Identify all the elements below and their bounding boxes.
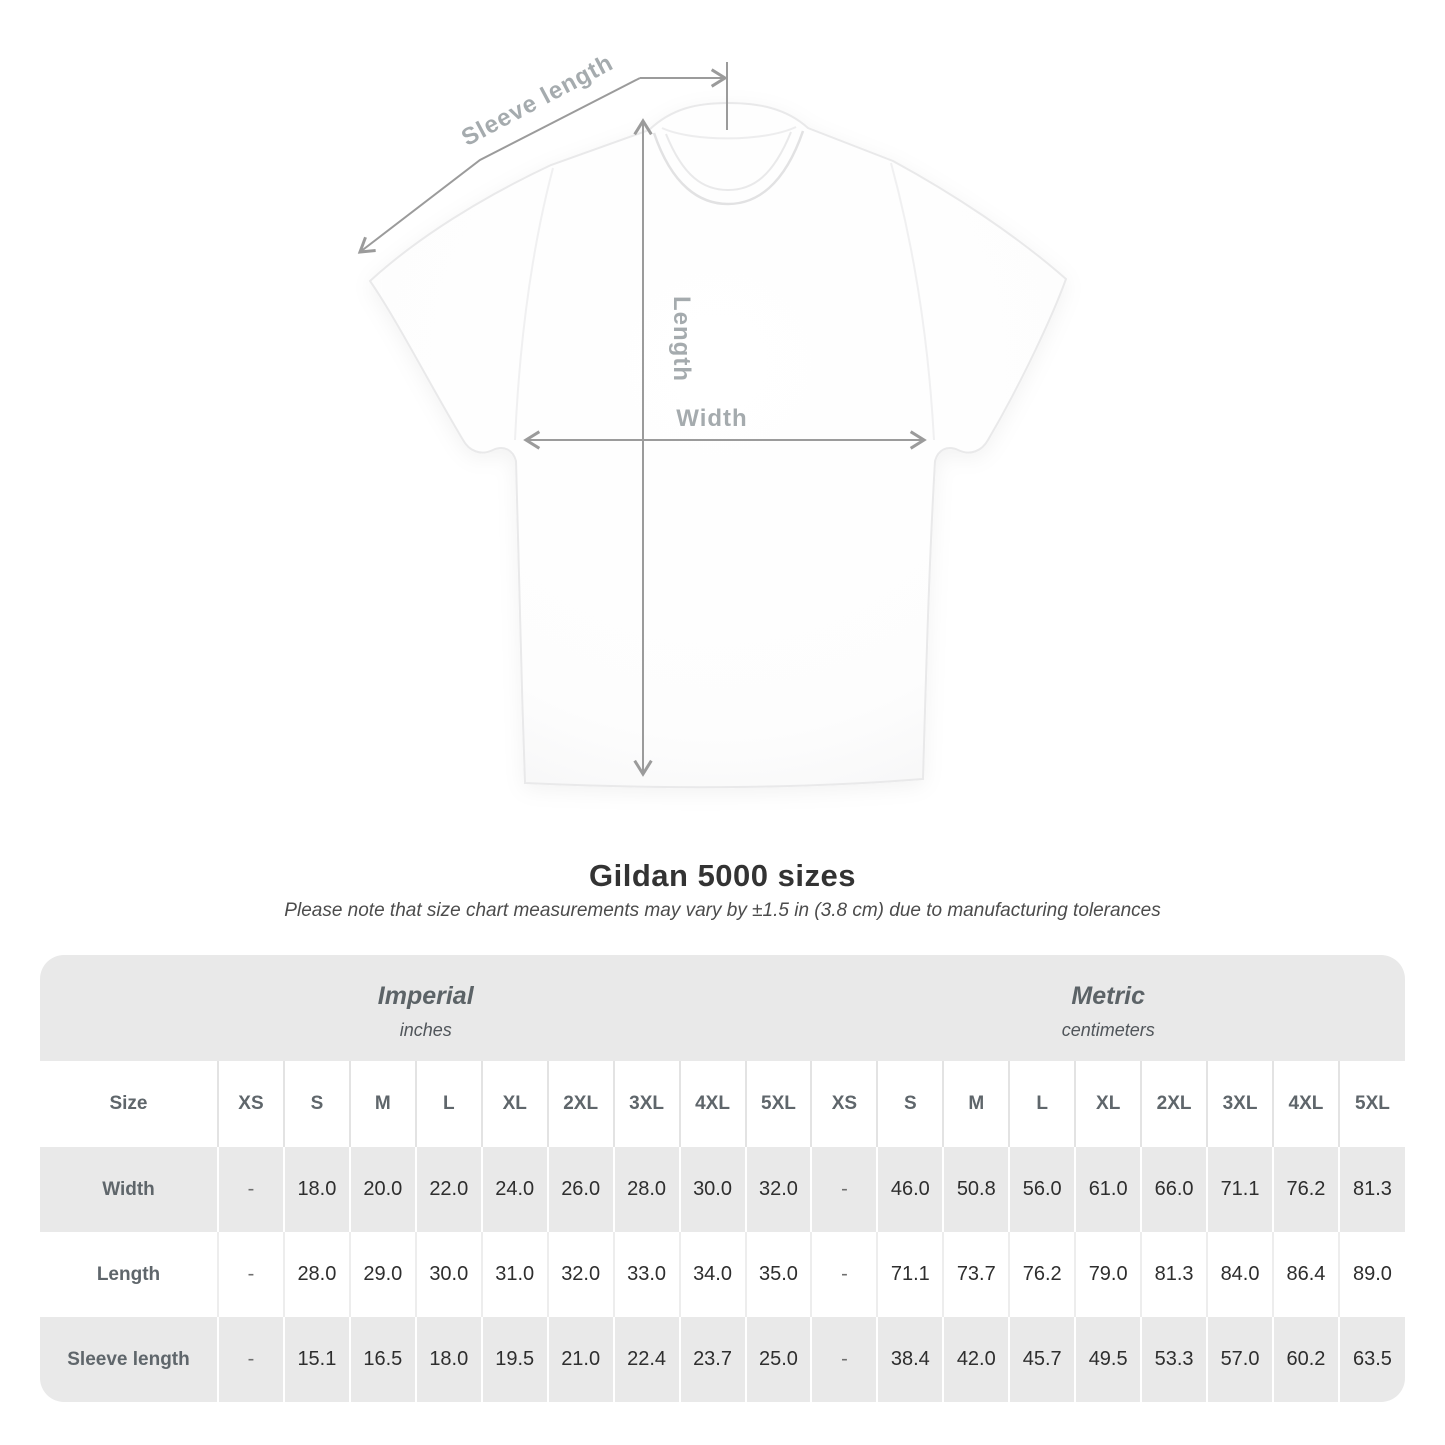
metric-title: Metric (1071, 981, 1146, 1010)
size-value-cell: 22.0 (416, 1147, 482, 1232)
size-value-cell: 71.1 (1207, 1147, 1273, 1232)
size-value-cell: 66.0 (1141, 1147, 1207, 1232)
size-value-cell: 25.0 (746, 1317, 812, 1402)
size-column-header: L (416, 1061, 482, 1147)
size-column-header: XS (218, 1061, 284, 1147)
size-header-row (40, 1061, 1405, 1147)
size-value-cell: 81.3 (1141, 1232, 1207, 1317)
size-column-header: M (350, 1061, 416, 1147)
size-value-cell: 16.5 (350, 1317, 416, 1402)
size-value-cell: 30.0 (680, 1147, 746, 1232)
size-value-cell: 79.0 (1075, 1232, 1141, 1317)
measurement-row (40, 1232, 1405, 1317)
imperial-unit: inches (399, 1019, 452, 1040)
size-value-cell: 42.0 (943, 1317, 1009, 1402)
size-value-cell: 29.0 (350, 1232, 416, 1317)
size-column-header: 3XL (1207, 1061, 1273, 1147)
size-column-header: S (877, 1061, 943, 1147)
size-column-header: XS (811, 1061, 877, 1147)
size-value-cell: 26.0 (548, 1147, 614, 1232)
size-column-header: 2XL (1141, 1061, 1207, 1147)
row-label: Width (40, 1147, 218, 1232)
size-value-cell: 50.8 (943, 1147, 1009, 1232)
size-value-cell: 81.3 (1339, 1147, 1405, 1232)
size-value-cell: 32.0 (548, 1232, 614, 1317)
length-label: Length (668, 296, 695, 382)
row-label: Sleeve length (40, 1317, 218, 1402)
size-value-cell: 63.5 (1339, 1317, 1405, 1402)
imperial-header (40, 955, 811, 1061)
size-column-header: 3XL (614, 1061, 680, 1147)
size-column-header: Size (40, 1061, 218, 1147)
size-value-cell: 28.0 (614, 1147, 680, 1232)
size-column-header: 4XL (680, 1061, 746, 1147)
size-table (40, 955, 1405, 1402)
size-value-cell: 60.2 (1273, 1317, 1339, 1402)
size-column-header: M (943, 1061, 1009, 1147)
tshirt-outline (370, 103, 1066, 787)
size-value-cell: 86.4 (1273, 1232, 1339, 1317)
size-value-cell: - (811, 1232, 877, 1317)
size-value-cell: 84.0 (1207, 1232, 1273, 1317)
size-value-cell: 18.0 (284, 1147, 350, 1232)
size-value-cell: - (218, 1147, 284, 1232)
size-value-cell: 53.3 (1141, 1317, 1207, 1402)
size-column-header: S (284, 1061, 350, 1147)
size-value-cell: - (811, 1317, 877, 1402)
size-value-cell: 76.2 (1273, 1147, 1339, 1232)
imperial-title: Imperial (377, 981, 474, 1010)
size-column-header: 2XL (548, 1061, 614, 1147)
tolerance-note: Please note that size chart measurements may vary by ±1.5 in (3.8 cm) due to manufacturing tolerances (284, 900, 1161, 921)
size-table-grid (40, 955, 1405, 1402)
size-value-cell: 28.0 (284, 1232, 350, 1317)
size-value-cell: 45.7 (1009, 1317, 1075, 1402)
unit-band-row (40, 955, 1405, 1061)
size-value-cell: 76.2 (1009, 1232, 1075, 1317)
width-label: Width (676, 405, 748, 432)
size-value-cell: - (811, 1147, 877, 1232)
size-column-header: L (1009, 1061, 1075, 1147)
metric-header (811, 955, 1405, 1061)
size-column-header: 5XL (746, 1061, 812, 1147)
size-value-cell: 15.1 (284, 1317, 350, 1402)
size-value-cell: 18.0 (416, 1317, 482, 1402)
size-column-header: 4XL (1273, 1061, 1339, 1147)
size-value-cell: 46.0 (877, 1147, 943, 1232)
size-value-cell: 73.7 (943, 1232, 1009, 1317)
size-column-header: 5XL (1339, 1061, 1405, 1147)
size-value-cell: - (218, 1317, 284, 1402)
size-value-cell: 33.0 (614, 1232, 680, 1317)
size-value-cell: 35.0 (746, 1232, 812, 1317)
size-value-cell: 21.0 (548, 1317, 614, 1402)
page-title: Gildan 5000 sizes (589, 858, 856, 893)
sleeve-length-label: Sleeve length (457, 49, 618, 152)
size-value-cell: 32.0 (746, 1147, 812, 1232)
size-value-cell: 30.0 (416, 1232, 482, 1317)
size-value-cell: 56.0 (1009, 1147, 1075, 1232)
measurement-row (40, 1147, 1405, 1232)
size-value-cell: 31.0 (482, 1232, 548, 1317)
size-value-cell: 57.0 (1207, 1317, 1273, 1402)
size-value-cell: 49.5 (1075, 1317, 1141, 1402)
size-column-header: XL (482, 1061, 548, 1147)
row-label: Length (40, 1232, 218, 1317)
size-value-cell: 19.5 (482, 1317, 548, 1402)
size-value-cell: 20.0 (350, 1147, 416, 1232)
size-value-cell: 34.0 (680, 1232, 746, 1317)
measurement-row (40, 1317, 1405, 1402)
size-value-cell: 38.4 (877, 1317, 943, 1402)
size-value-cell: 61.0 (1075, 1147, 1141, 1232)
size-value-cell: 89.0 (1339, 1232, 1405, 1317)
metric-unit: centimeters (1061, 1019, 1155, 1040)
size-value-cell: 71.1 (877, 1232, 943, 1317)
size-value-cell: 22.4 (614, 1317, 680, 1402)
size-value-cell: 24.0 (482, 1147, 548, 1232)
size-column-header: XL (1075, 1061, 1141, 1147)
size-value-cell: - (218, 1232, 284, 1317)
size-value-cell: 23.7 (680, 1317, 746, 1402)
